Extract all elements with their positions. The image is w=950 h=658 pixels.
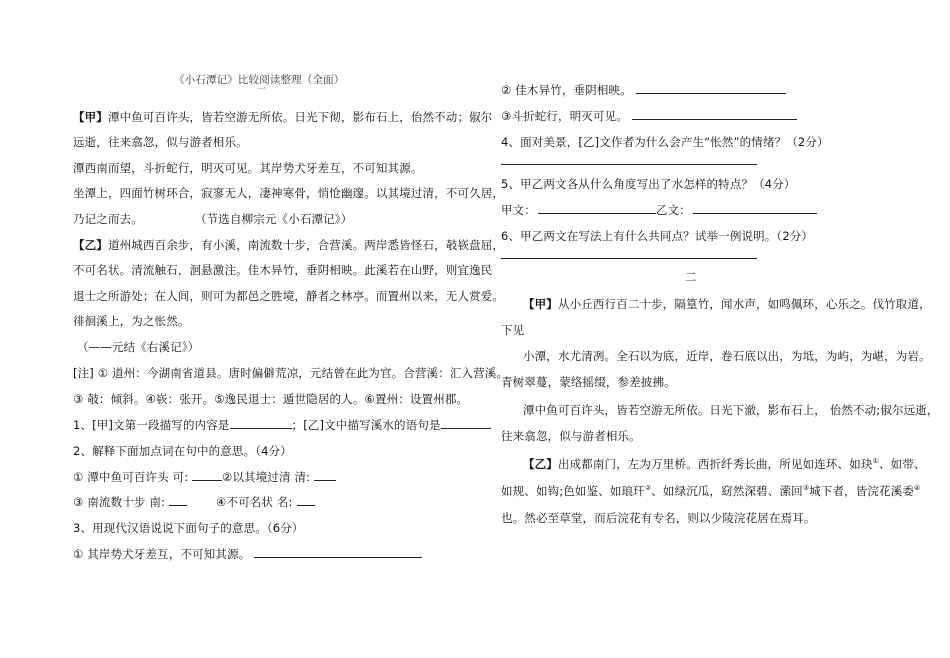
question-3: 3、用现代汉语说说下面句子的意思。（6分） bbox=[73, 521, 304, 535]
question-2-item: ②以其境过清 清: bbox=[222, 470, 336, 484]
passage-jia-line: 青树翠蔓，蒙络摇缀，参差披拂。 bbox=[501, 375, 676, 389]
answer-blank[interactable] bbox=[254, 547, 422, 558]
answer-blank[interactable] bbox=[538, 203, 656, 214]
annotation-line: [注] ① 道州：今湖南省道县。唐时偏僻荒凉，元结曾在此为官。合营溪：汇入营溪。 bbox=[73, 366, 509, 380]
question-2-item: ① 潭中鱼可百许头 可: bbox=[73, 470, 222, 484]
answer-blank[interactable] bbox=[230, 418, 292, 429]
question-2-item: ③ 南流数十步 南: bbox=[73, 495, 187, 509]
passage-jia-line: 小潭，水尤清冽。全石以为底，近岸，卷石底以出，为坻，为屿，为嵁，为岩。 bbox=[523, 349, 931, 363]
passage-yi-line: 【乙】道州城西百余步，有小溪，南流数十步，合营溪。两岸悉皆怪石，攲嵚盘屈， bbox=[73, 238, 505, 252]
passage-jia-line: 往来翕忽，似与游者相乐。 bbox=[501, 429, 641, 443]
answer-blank[interactable] bbox=[636, 83, 786, 94]
question-6: 6、甲乙两文在写法上有什么共同点？试举一例说明。（2分） bbox=[501, 229, 814, 243]
passage-jia-source: （节选自柳宗元《小石潭记》） bbox=[195, 212, 353, 226]
passage-jia-tag: 【甲】 bbox=[73, 110, 108, 124]
answer-blank[interactable] bbox=[693, 203, 817, 214]
passage-yi-line: 徘徊溪上，为之怅然。 bbox=[73, 314, 190, 328]
passage-jia-line: 坐潭上，四面竹树环合，寂寥无人，凄神寒骨，悄怆幽邃。以其境过清，不可久居， bbox=[73, 186, 505, 200]
passage-jia-line: 潭中鱼可百许头，皆若空游无所依。日光下澈，影布石上， 佁然不动;俶尔远逝， bbox=[523, 403, 939, 417]
passage-jia-line: 下见 bbox=[501, 323, 525, 337]
question-3-item: ③斗折蛇行，明灭可见。 bbox=[501, 109, 797, 123]
passage-yi-line: 退士之所游处；在人间，则可为都邑之胜境，静者之林亭。而置州以来，无人赏爱。 bbox=[73, 289, 505, 303]
question-2: 2、解释下面加点词在句中的意思。（4分） bbox=[73, 444, 292, 458]
answer-blank[interactable] bbox=[297, 495, 315, 506]
passage-yi-line: 也。然必至草堂，而后浣花有专名，则以少陵浣花居在焉耳。 bbox=[501, 511, 816, 525]
question-3-item: ① 其岸势犬牙差互，不可知其源。 bbox=[73, 547, 422, 561]
passage-jia-tag: 【甲】 bbox=[523, 297, 558, 311]
section-number: 一 bbox=[257, 85, 267, 95]
passage-yi-line: 如规、如钩;色如鉴、如琅玕②、如绿沉瓜，窈然深碧、潆回③城下者，皆浣花溪委④ bbox=[501, 484, 921, 498]
section-number: 二 bbox=[685, 270, 697, 284]
passage-yi-line: 【乙】出成都南门，左为万里桥。西折纤秀长曲，所见如连环、如玦①、如带、 bbox=[523, 457, 926, 471]
passage-yi-tag: 【乙】 bbox=[73, 238, 108, 252]
question-5: 5、甲乙两文各从什么角度写出了水怎样的特点？（4分） bbox=[501, 177, 796, 191]
passage-yi-source: （——元结《右溪记》） bbox=[77, 340, 200, 354]
question-2-item: ④不可名状 名: bbox=[216, 495, 315, 509]
right-column bbox=[475, 0, 939, 658]
answer-line[interactable] bbox=[501, 258, 757, 259]
answer-blank[interactable] bbox=[632, 109, 797, 120]
passage-yi-line: 不可名状。清流触石，洄悬激注。佳木异竹，垂阴相映。此溪若在山野，则宜逸民 bbox=[73, 263, 493, 277]
answer-blank[interactable] bbox=[169, 495, 187, 506]
passage-jia-line: 乃记之而去。 bbox=[73, 212, 143, 226]
question-1: 1、[甲]文第一段描写的内容是 ；[乙]文中描写溪水的语句是 bbox=[73, 418, 491, 432]
passage-yi-tag: 【乙】 bbox=[523, 457, 558, 471]
passage-jia-line: 【甲】从小丘西行百二十步，隔篁竹，闻水声，如鸣佩环，心乐之。伐竹取道， bbox=[523, 297, 931, 311]
passage-jia-line: 潭西南而望，斗折蛇行，明灭可见。其岸势犬牙差互，不可知其源。 bbox=[73, 161, 423, 175]
question-3-item: ② 佳木异竹，垂阴相映。 bbox=[501, 83, 786, 97]
question-4: 4、面对美景，[乙]文作者为什么会产生“怅然”的情绪？（2分） bbox=[501, 135, 829, 149]
answer-blank[interactable] bbox=[314, 470, 336, 481]
question-5-answers: 甲文： 乙文： bbox=[501, 203, 817, 217]
answer-blank[interactable] bbox=[192, 470, 222, 481]
annotation-line: ③ 攲：倾斜。④嵚：张开。⑤逸民退士：遁世隐居的人。⑥置州：设置州郡。 bbox=[73, 392, 469, 406]
passage-jia-line: 【甲】潭中鱼可百许头，皆若空游无所依。日光下彻，影布石上，佁然不动；俶尔 bbox=[73, 110, 493, 124]
document-title: 《小石潭记》比较阅读整理（全面） bbox=[174, 74, 345, 86]
answer-line[interactable] bbox=[501, 164, 757, 165]
passage-jia-line: 远逝，往来翕忽，似与游者相乐。 bbox=[73, 135, 248, 149]
